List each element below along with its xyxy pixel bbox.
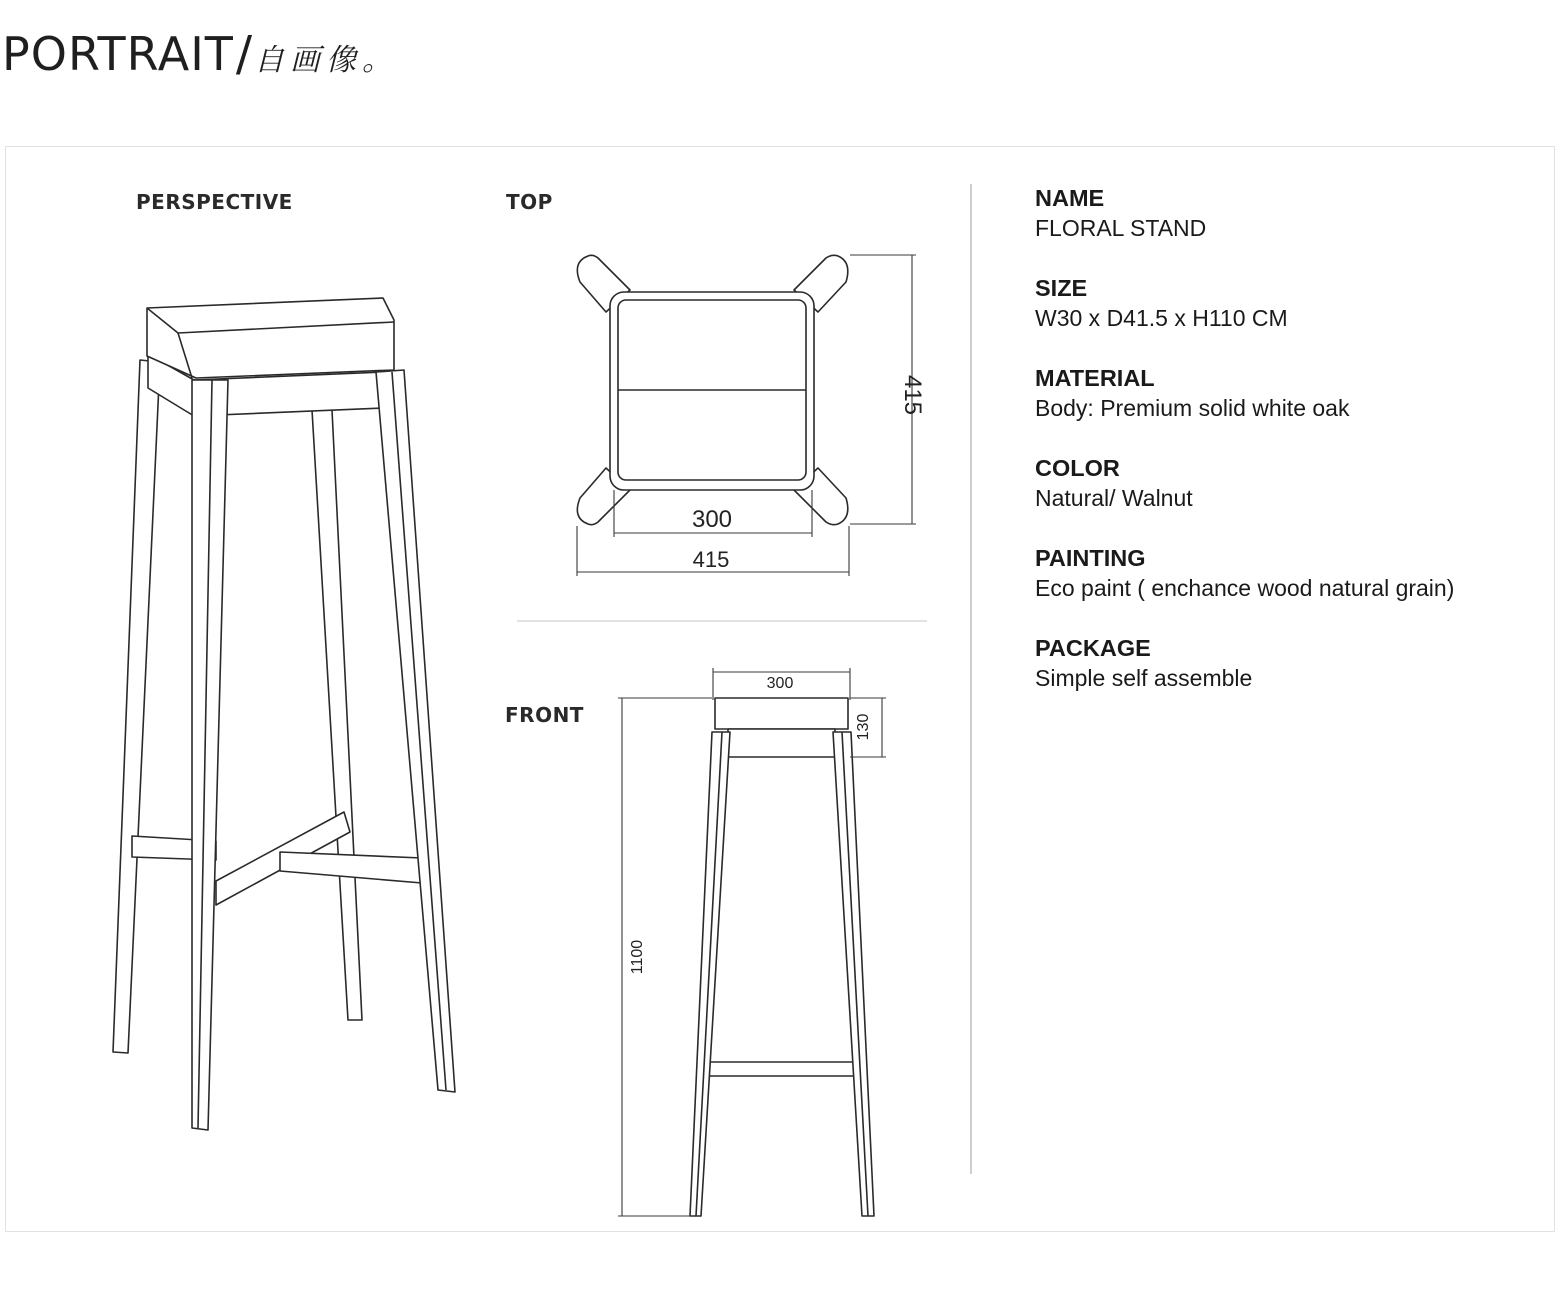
brand-latin: PORTRAIT	[2, 27, 234, 81]
top-dim-inner-width: 300	[691, 506, 733, 533]
spec-item-package	[1035, 634, 1535, 724]
brand-cjk: 自画像。	[254, 43, 399, 78]
perspective-leg-front-right-edge	[392, 372, 446, 1090]
perspective-label: PERSPECTIVE	[136, 190, 293, 214]
front-top-box	[715, 698, 848, 729]
front-stretcher	[708, 1062, 856, 1076]
spec-key: PACKAGE	[1035, 635, 1151, 661]
perspective-leg-back-left	[113, 360, 160, 1053]
front-view-label: FRONT	[505, 703, 584, 727]
spec-key: NAME	[1035, 185, 1105, 211]
spec-item-name	[1035, 184, 1535, 274]
spec-value: Natural/ Walnut	[1035, 485, 1193, 511]
spec-key: SIZE	[1035, 275, 1088, 301]
top-dim-outer-width: 415	[692, 547, 730, 572]
spec-item-size	[1035, 274, 1535, 364]
brand-slash: /	[235, 26, 253, 82]
front-dim-top-height: 130	[855, 713, 872, 741]
perspective-top-slab	[147, 298, 394, 378]
spec-key: PAINTING	[1035, 545, 1146, 571]
front-leg-left	[690, 732, 730, 1216]
top-view-drawing	[577, 255, 926, 576]
front-dim-total-height: 1100	[629, 939, 646, 975]
spec-value: FLORAL STAND	[1035, 215, 1207, 241]
spec-value: Simple self assemble	[1035, 665, 1253, 691]
spec-key: MATERIAL	[1035, 365, 1155, 391]
spec-list	[1035, 184, 1535, 724]
top-dim-depth: 415	[899, 374, 926, 416]
perspective-leg-front-right	[376, 370, 455, 1092]
spec-item-painting	[1035, 544, 1535, 634]
spec-value: W30 x D41.5 x H110 CM	[1035, 305, 1288, 331]
spec-key: COLOR	[1035, 455, 1120, 481]
perspective-leg-back-right	[312, 410, 362, 1020]
perspective-drawing	[113, 298, 455, 1130]
front-apron	[728, 729, 835, 757]
front-leg-right	[833, 732, 874, 1216]
spec-value: Body: Premium solid white oak	[1035, 395, 1350, 421]
spec-item-color	[1035, 454, 1535, 544]
spec-value: Eco paint ( enchance wood natural grain)	[1035, 575, 1455, 601]
front-dim-top-width: 300	[766, 675, 794, 692]
front-view-drawing	[618, 668, 886, 1216]
top-view-label: TOP	[506, 190, 553, 214]
spec-item-material	[1035, 364, 1535, 454]
